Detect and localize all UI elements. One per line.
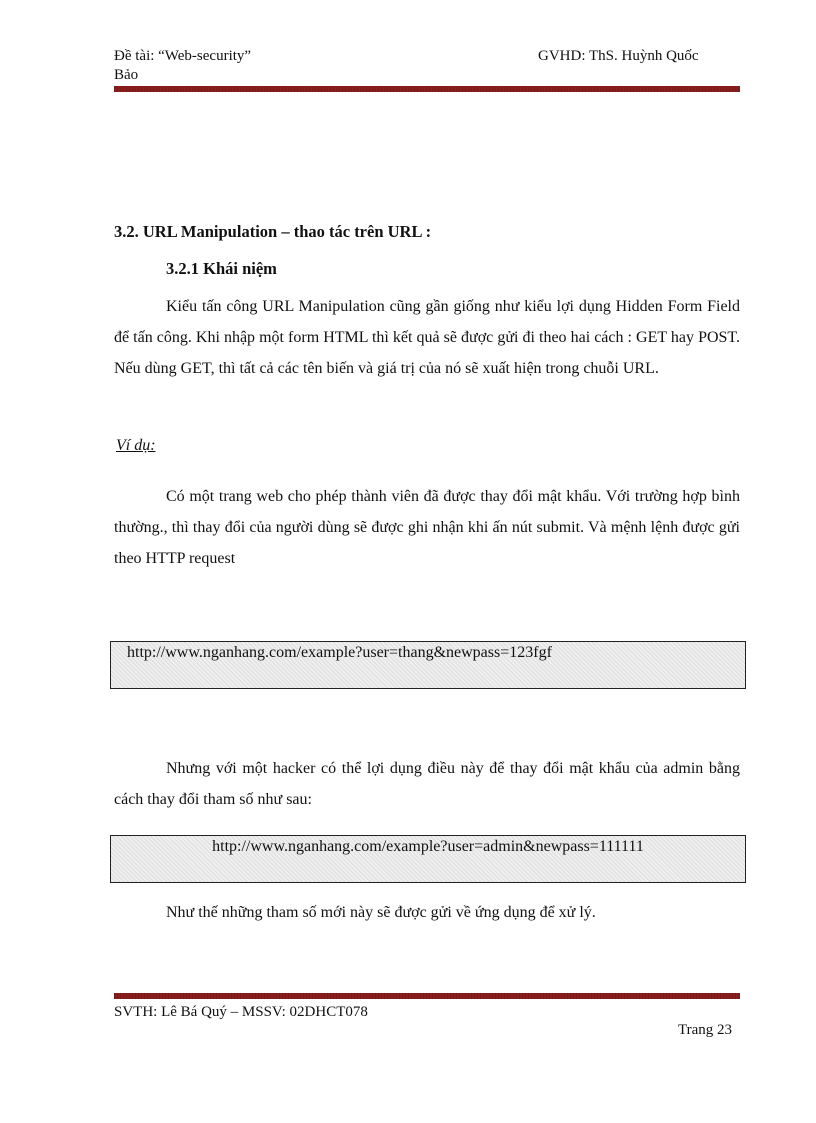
url-box-normal (110, 641, 746, 689)
footer-page-number: Trang 23 (678, 1022, 733, 1038)
header-topic-continued: Bảo (114, 67, 139, 83)
paragraph-concept (114, 291, 740, 384)
footer-author: SVTH: Lê Bá Quý – MSSV: 02DHCT078 (114, 1004, 368, 1020)
url-attack: http://www.nganhang.com/example?user=admin&newpass=111111 (212, 838, 644, 855)
url-box-attack (110, 835, 746, 883)
footer-rule (114, 993, 740, 999)
url-normal: http://www.nganhang.com/example?user=thang&newpass=123fgf (127, 644, 552, 661)
paragraph-hacker-text: Nhưng với một hacker có thể lợi dụng điều này để thay đổi mật khẩu của admin bằng cách thay đổi tham số như sau: (114, 760, 740, 808)
header-rule (114, 86, 740, 92)
paragraph-hacker (114, 753, 740, 815)
header-topic: Đề tài: “Web-security” (114, 48, 252, 64)
paragraph-example (114, 481, 740, 574)
example-label: Ví dụ: (116, 437, 156, 454)
paragraph-result-text: Như thế những tham số mới này sẽ được gửi về ứng dụng để xử lý. (166, 904, 596, 921)
paragraph-example-text: Có một trang web cho phép thành viên đã được thay đổi mật khẩu. Với trường hợp bình thường., thì thay đổi của người dùng sẽ được ghi nhận khi ấn nút submit. Và mệnh lệnh được gửi theo HTTP request (114, 488, 740, 567)
paragraph-result (114, 897, 740, 928)
subsection-heading: 3.2.1 Khái niệm (166, 259, 277, 278)
header-advisor: GVHD: ThS. Huỳnh Quốc (538, 48, 699, 64)
paragraph-concept-text: Kiểu tấn công URL Manipulation cũng gần giống như kiểu lợi dụng Hidden Form Field để tấn công. Khi nhập một form HTML thì kết quả sẽ được gửi đi theo hai cách : GET hay POST. Nếu dùng GET, thì tất cả các tên biến và giá trị của nó sẽ xuất hiện trong chuỗi URL. (114, 298, 740, 377)
section-heading: 3.2. URL Manipulation – thao tác trên URL : (114, 222, 432, 241)
